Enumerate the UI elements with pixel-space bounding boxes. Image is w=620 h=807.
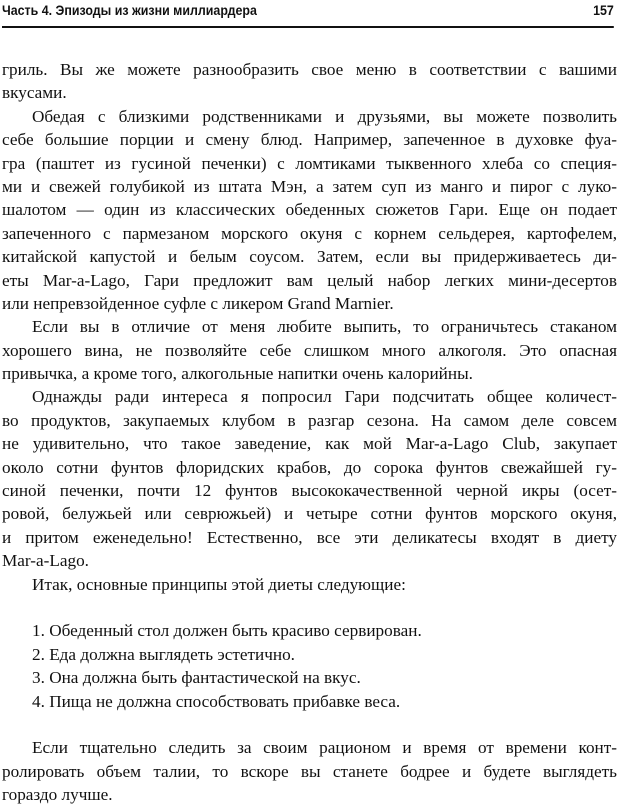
text-line: шалотом — один из классических обеденных сюжетов Гари. Еще он подает: [2, 200, 617, 220]
text-line: или непревзойденное суфле с ликером Grand Marnier.: [2, 293, 394, 313]
text-line: синой печенки, почти 12 фунтов высококачественной черной икры (осет-: [2, 481, 617, 501]
text-line: ми и свежей голубикой из штата Мэн, а затем суп из манго и пирог с луко-: [2, 176, 617, 196]
text-line: гра (паштет из гусиной печенки) с ломтиками тыквенного хлеба со специя-: [2, 153, 617, 173]
text-line: запеченного с пармезаном морского окуня с корнем сельдерея, картофелем,: [2, 223, 617, 243]
page-header: [2, 0, 614, 28]
paragraph: [2, 736, 617, 806]
text-line: Если вы в отличие от меня любите выпить, то ограничьтесь стаканом: [32, 317, 617, 337]
paragraph: [2, 573, 617, 596]
page-number: 157: [593, 3, 614, 18]
list-item: 1. Обеденный стол должен быть красиво сервирован.: [32, 621, 422, 641]
principles-list: [2, 619, 617, 713]
list-item: 4. Пища не должна способствовать прибавке веса.: [32, 691, 401, 711]
list-item: 3. Она должна быть фантастической на вкус.: [32, 668, 361, 688]
paragraph: [2, 385, 617, 572]
paragraph: [2, 105, 617, 316]
text-line: Если тщательно следить за своим рационом и время от времени конт-: [32, 738, 617, 758]
text-line: привычка, а кроме того, алкогольные напитки очень калорийны.: [2, 364, 473, 384]
text-line: во продуктов, закупаемых клубом в разгар сезона. На самом деле совсем: [2, 410, 617, 430]
paragraph: [2, 315, 617, 385]
text-line: ровой, белужьей или севрюжьей) и четыре сотни фунтов морского окуня,: [2, 504, 617, 524]
list-item: 2. Еда должна выглядеть эстетично.: [32, 644, 295, 664]
text-line: гораздо лучше.: [2, 785, 113, 805]
text-line: ролировать объем талии, то вскоре вы станете бодрее и будете выглядеть: [2, 761, 617, 781]
text-line: китайской капустой и белым соусом. Затем, если вы придерживаетесь ди-: [2, 247, 617, 267]
text-line: около сотни фунтов флоридских крабов, до сорока фунтов свежайшей гу-: [2, 457, 617, 477]
text-line: себе большие порции и смену блюд. Например, запеченное в духовке фуа-: [2, 130, 617, 150]
text-line: гриль. Вы же можете разнообразить свое меню в соответствии с вашими: [2, 60, 617, 79]
body-text: [2, 58, 617, 807]
paragraph: [2, 58, 617, 105]
text-line: Обедая с близкими родственниками и друзьями, вы можете позволить: [32, 106, 617, 126]
text-line: не удивительно, что такое заведение, как мой Mar-a-Lago Club, закупает: [2, 434, 617, 454]
text-line: вкусами.: [2, 83, 67, 103]
text-line: еты Mar-a-Lago, Гари предложит вам целый набор легких мини-десертов: [2, 270, 617, 290]
text-line: хорошего вина, не позволяйте себе слишком много алкоголя. Это опасная: [2, 340, 617, 360]
running-head: Часть 4. Эпизоды из жизни миллиардера: [2, 3, 257, 18]
text-line: и притом еженедельно! Естественно, все эти деликатесы входят в диету: [2, 527, 617, 547]
text-line: Mar-a-Lago.: [2, 551, 89, 571]
text-line: Однажды ради интереса я попросил Гари подсчитать общее количест-: [32, 387, 617, 407]
text-line: Итак, основные принципы этой диеты следующие:: [32, 574, 406, 594]
